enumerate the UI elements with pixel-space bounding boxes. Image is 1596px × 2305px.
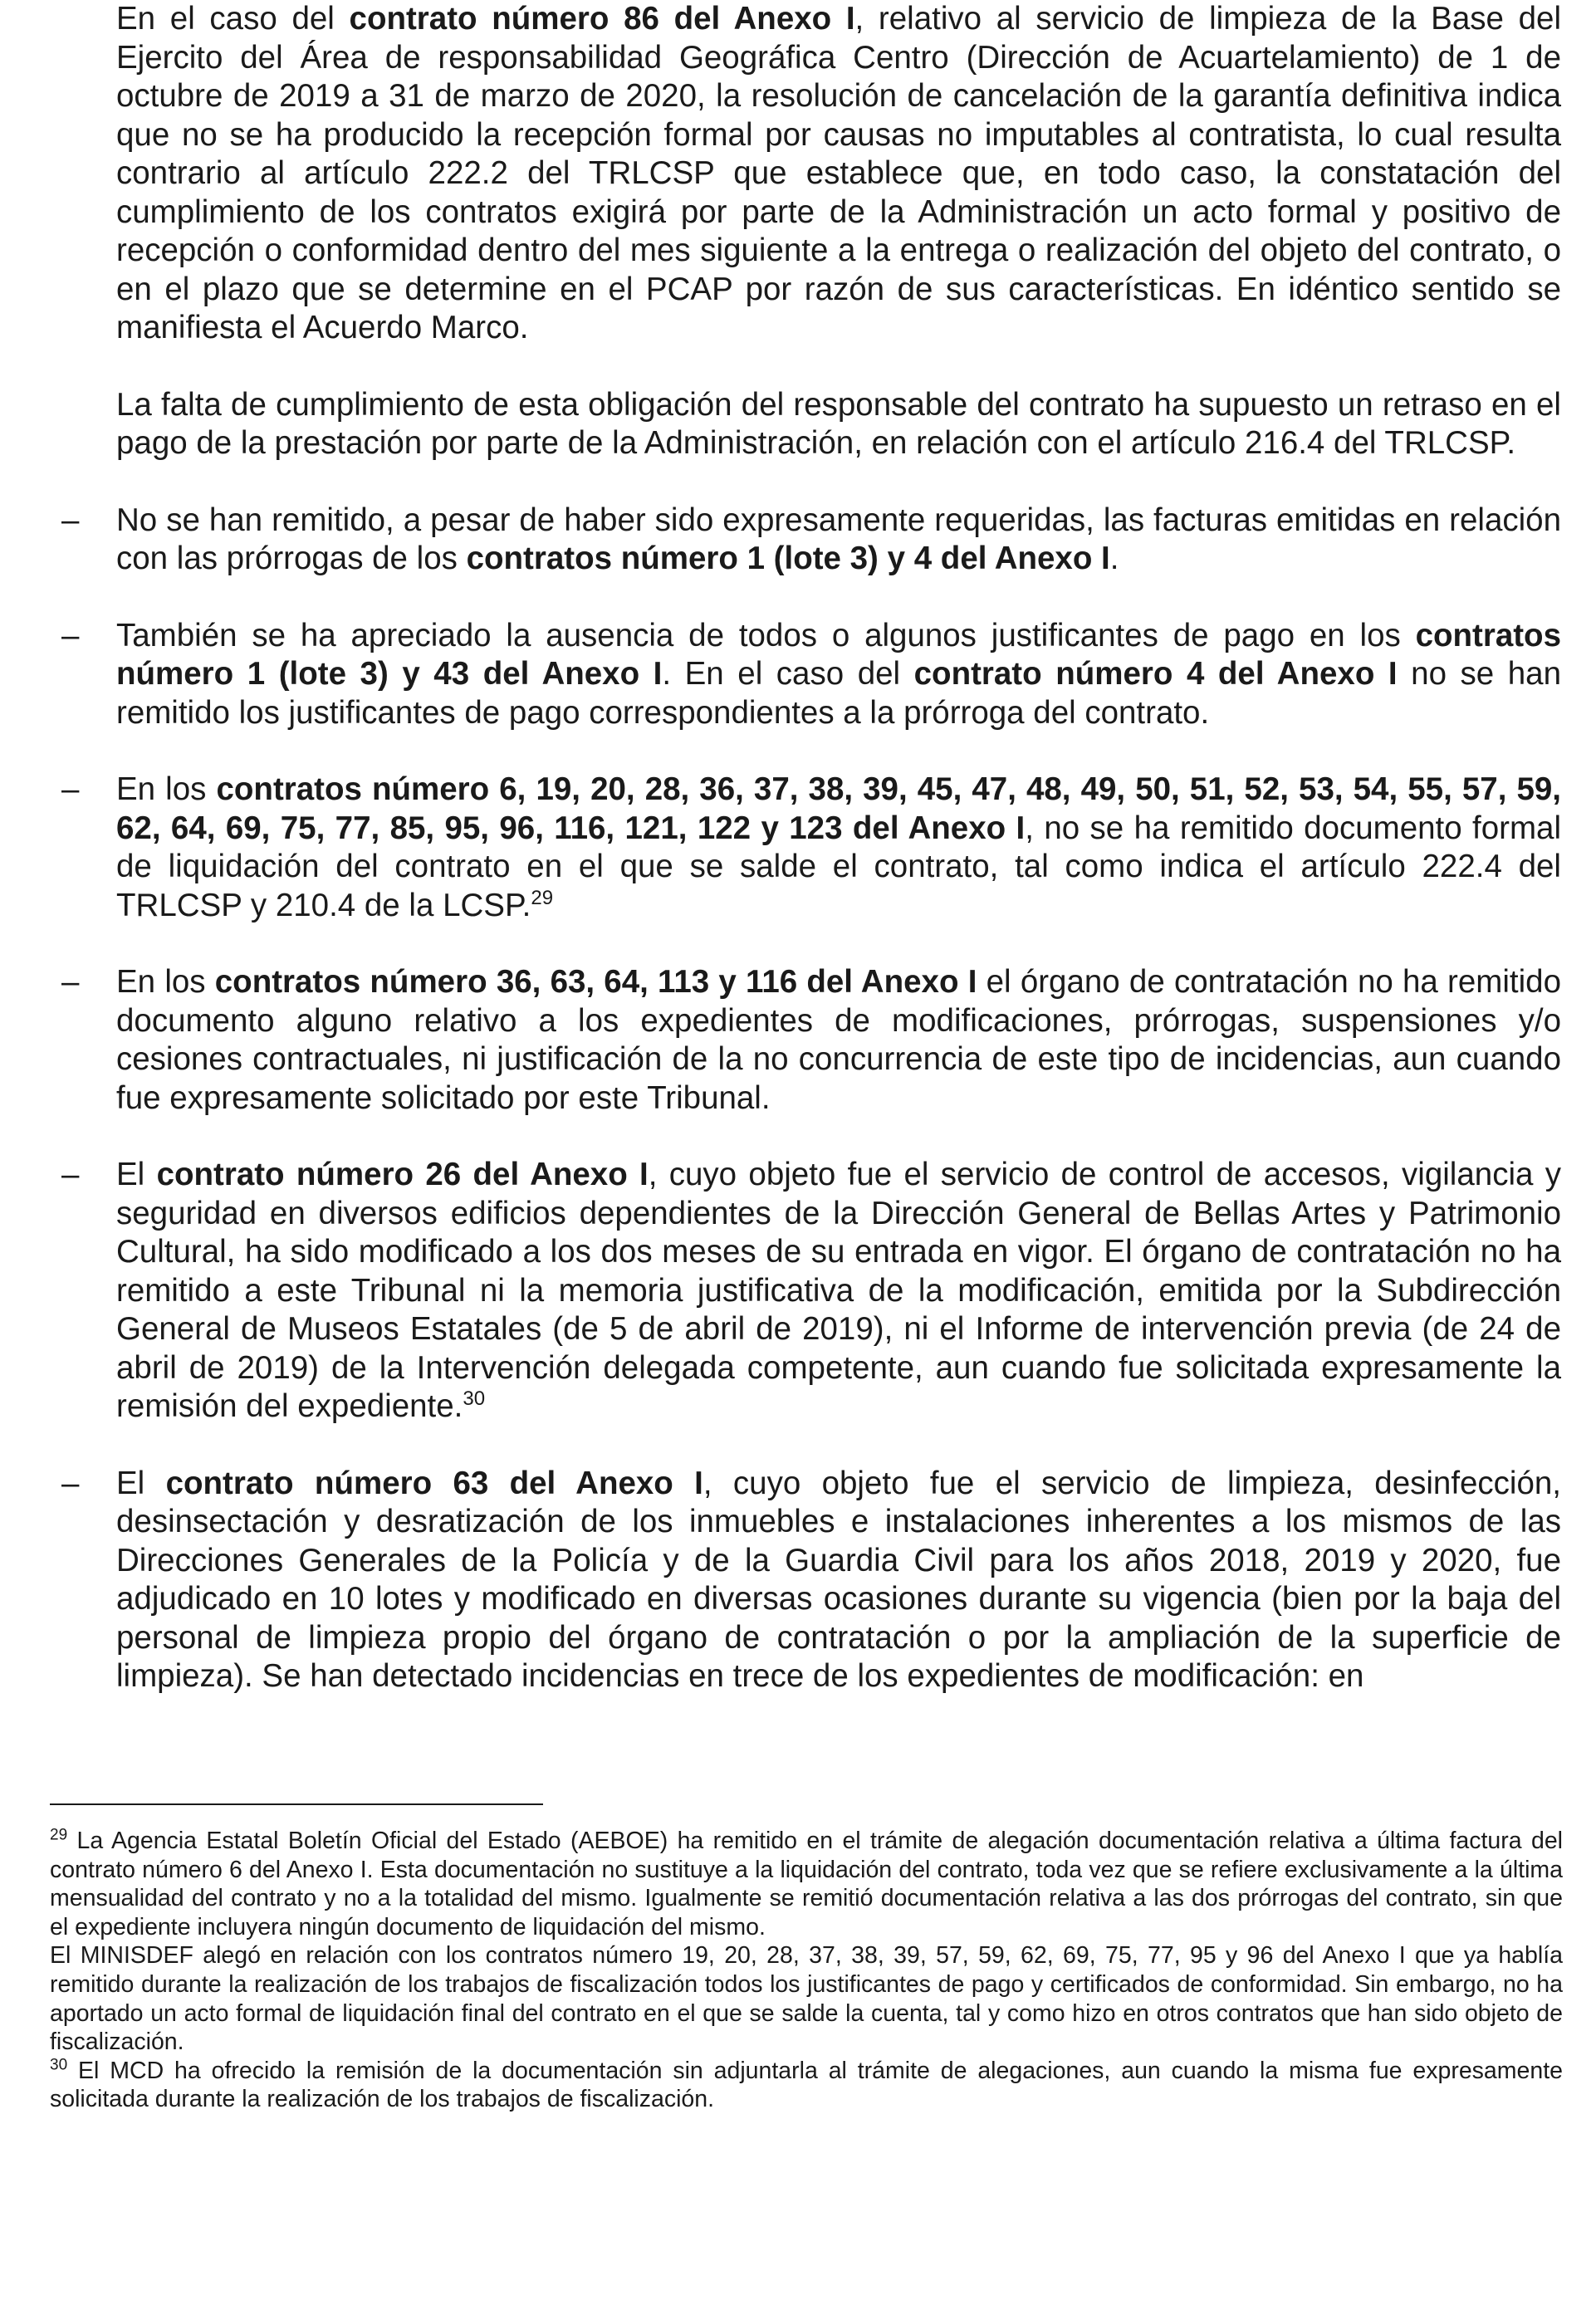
text-run: no se han remitido los justificantes de pago correspondientes a la prórroga del contrato. xyxy=(116,656,1561,731)
list-item-payment-receipts xyxy=(61,617,1561,733)
bold-reference: contratos número 1 (lote 3) y 4 del Anexo I xyxy=(466,541,1110,576)
list-item-modifications xyxy=(61,963,1561,1118)
bullet-dash: ‒ xyxy=(61,964,80,1000)
footnote-text: El MINISDEF alegó en relación con los contratos número 19, 20, 28, 37, 38, 39, 57, 59, 62, 69, 75, 77, 95 y 96 del Anexo I que ya hablía remitido durante la realización de los trabajos de fiscalización todos los justificantes de pago y certificados de conformidad. Sin embargo, no ha aportado un acto formal de liquidación final del contrato en el que se salde la cuenta, tal y como hizo en otros contratos que han sido objeto de fiscalización. xyxy=(50,1942,1563,2056)
text-run: En los xyxy=(116,771,217,807)
body-text xyxy=(61,0,1562,1735)
footnote-text: El MCD ha ofrecido la remisión de la documentación sin adjuntarla al trámite de alegaciones, aun cuando la misma fue expresamente solicitada durante la realización de los trabajos de fiscalización. xyxy=(50,2057,1563,2113)
footnote-29 xyxy=(50,1827,1563,1941)
list-item-invoices xyxy=(61,502,1561,579)
footnote-reference[interactable]: 30 xyxy=(463,1387,486,1411)
paragraph-contract-86 xyxy=(116,0,1561,348)
text-run: No se han remitido, a pesar de haber sido expresamente requeridas, las facturas emitidas en relación con las prórrogas de los xyxy=(116,502,1561,576)
list-item-liquidation xyxy=(61,771,1562,925)
bullet-dash: ‒ xyxy=(61,502,80,538)
bold-reference: contrato número 26 del Anexo I xyxy=(156,1157,649,1192)
footnote-separator xyxy=(50,1803,543,1805)
bold-reference: contrato número 4 del Anexo I xyxy=(913,656,1398,692)
text-run: , cuyo objeto fue el servicio de limpieza, desinfección, desinsectación y desratización de los inmuebles e instalaciones inherentes a los mismos de las Direcciones Generales de la Policía y de la Guardia Civil para los años 2018, 2019 y 2020, fue adjudicado en 10 lotes y modificado en diversas ocasiones durante su vigencia (bien por la baja del personal de limpieza propio del órgano de contratación o por la ampliación de la superficie de limpieza). Se han detectado incidencias en trece de los expedientes de modificación: en xyxy=(116,1465,1561,1694)
footnotes xyxy=(50,1827,1563,2114)
bold-reference: contratos número 1 (lote 3) y 43 del Anexo I xyxy=(116,617,1561,692)
text-run: El xyxy=(116,1465,166,1501)
bold-reference: contrato número 63 del Anexo I xyxy=(165,1465,703,1501)
list-item-contract-26 xyxy=(61,1156,1561,1427)
footnote-29-continuation xyxy=(50,1941,1563,2056)
text-run: el órgano de contratación no ha remitido documento alguno relativo a los expedientes de modificaciones, prórrogas, suspensiones y/o cesiones contractuales, ni justificación de la no concurrencia de este tipo de incidencias, aun cuando fue expresamente solicitado por este Tribunal. xyxy=(116,964,1561,1116)
text-run: El xyxy=(116,1157,157,1192)
list-item-contract-63 xyxy=(61,1465,1561,1696)
footnote-number: 29 xyxy=(50,1826,68,1844)
text-run: En los xyxy=(116,964,215,1000)
text-run: La falta de cumplimiento de esta obligación del responsable del contrato ha supuesto un retraso en el pago de la prestación por parte de la Administración, en relación con el artículo 216.4 del TRLCSP. xyxy=(116,386,1561,461)
bullet-dash: ‒ xyxy=(61,617,80,653)
text-run: , relativo al servicio de limpieza de la Base del Ejercito del Área de responsabilidad Geográfica Centro (Dirección de Acuartelamiento) de 1 de octubre de 2019 a 31 de marzo de 2020, la resolución de cancelación de la garantía definitiva indica que no se ha producido la recepción formal por causas no imputables al contratista, lo cual resulta contrario al artículo 222.2 del TRLCSP que establece que, en todo caso, la constatación del cumplimiento de los contratos exigirá por parte de la Administración un acto formal y positivo de recepción o conformidad dentro del mes siguiente a la entrega o realización del objeto del contrato, o en el plazo que se determine en el PCAP por razón de sus características. En idéntico sentido se manifiesta el Acuerdo Marco. xyxy=(116,1,1561,345)
bold-reference: contrato número 86 del Anexo I xyxy=(349,1,855,37)
bold-reference: contratos número 36, 63, 64, 113 y 116 del Anexo I xyxy=(214,964,977,1000)
text-run: , cuyo objeto fue el servicio de control de accesos, vigilancia y seguridad en diversos edificios dependientes de la Dirección General de Bellas Artes y Patrimonio Cultural, ha sido modificado a los dos meses de su entrada en vigor. El órgano de contratación no ha remitido a este Tribunal ni la memoria justificativa de la modificación, emitida por la Subdirección General de Museos Estatales (de 5 de abril de 2019), ni el Informe de intervención previa (de 24 de abril de 2019) de la Intervención delegada competente, aun cuando fue solicitada expresamente la remisión del expediente. xyxy=(116,1157,1561,1424)
bold-reference: contratos número 6, 19, 20, 28, 36, 37, 38, 39, 45, 47, 48, 49, 50, 51, 52, 53, 54, 55, 57, 59, 62, 64, 69, 75, 77, 85, 95, 96, 116, 121, 122 y 123 del Anexo I xyxy=(116,771,1562,846)
bullet-dash: ‒ xyxy=(61,1157,80,1192)
bullet-dash: ‒ xyxy=(61,771,80,807)
bullet-dash: ‒ xyxy=(61,1465,80,1501)
footnote-number: 30 xyxy=(50,2056,68,2074)
text-run: También se ha apreciado la ausencia de todos o algunos justificantes de pago en los xyxy=(116,617,1416,653)
text-run: . En el caso del xyxy=(662,656,914,692)
text-run: En el caso del xyxy=(116,1,350,37)
footnote-text: La Agencia Estatal Boletín Oficial del Estado (AEBOE) ha remitido en el trámite de alegación documentación relativa a última factura del contrato número 6 del Anexo I. Esta documentación no sustituye a la liquidación del contrato, toda vez que se refiere exclusivamente a la última mensualidad del contrato y no a la totalidad del mismo. Igualmente se remitió documentación relativa a las dos prórrogas del contrato, sin que el expediente incluyera ningún documento de liquidación del mismo. xyxy=(50,1828,1563,1940)
footnote-30 xyxy=(50,2057,1563,2114)
footnote-reference[interactable]: 29 xyxy=(531,886,554,909)
paragraph-payment-delay xyxy=(116,386,1561,463)
text-run: , no se ha remitido documento formal de liquidación del contrato en el que se salde el contrato, tal como indica el artículo 222.4 del TRLCSP y 210.4 de la LCSP. xyxy=(116,810,1561,923)
text-run: . xyxy=(1109,541,1119,576)
